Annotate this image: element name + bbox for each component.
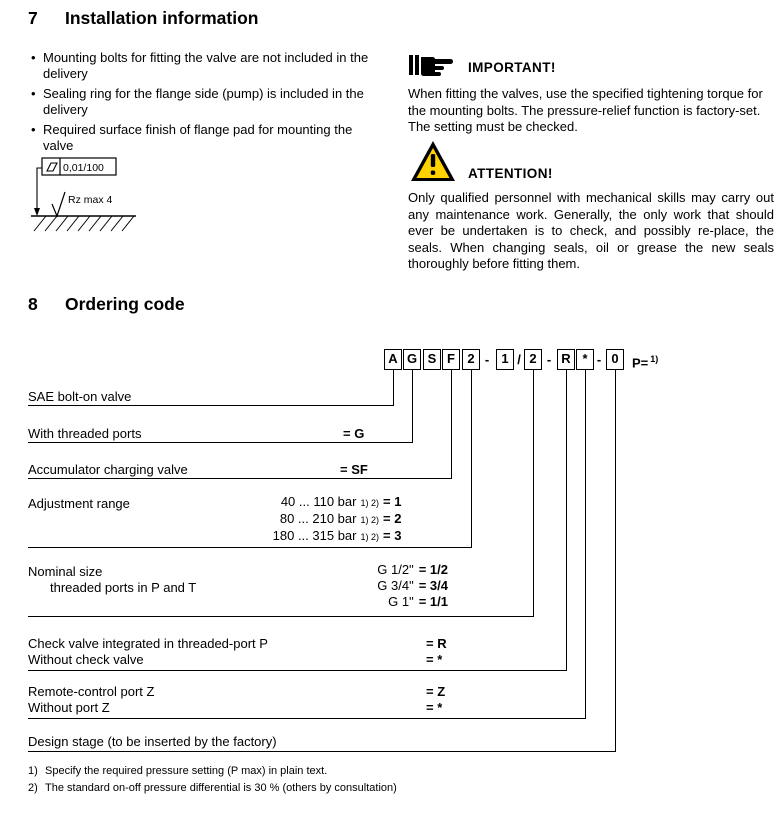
attention-body: Only qualified personnel with mechanical skills may carry out any maintenance work. Generally, the only work that should ever be undertaken is to check, and possibly re-place, the seals. When changing seals, oil or grease the new seals thoroughly before fitting them. <box>408 190 774 271</box>
code-box-port-z: * <box>576 349 594 370</box>
code-box-size-num: 1 <box>496 349 514 370</box>
row-sublabel: threaded ports in P and T <box>50 580 197 595</box>
code-separator: - <box>546 352 552 367</box>
option-code: = 1/2 <box>418 562 448 577</box>
option-value: G 1" <box>388 594 414 609</box>
row-label: Without check valve <box>28 652 144 667</box>
code-box-g: G <box>403 349 421 370</box>
roughness-symbol-icon <box>52 192 65 216</box>
adjustment-options <box>210 494 415 545</box>
ordering-row-sae <box>28 388 393 406</box>
option-footref: 1) 2) <box>360 515 379 525</box>
option-value: 80 ... 210 bar <box>279 511 357 526</box>
row-code: = SF <box>340 462 368 477</box>
row-code: = Z <box>426 684 446 699</box>
ordering-row-accumulator <box>28 461 451 479</box>
option-code: = 2 <box>383 511 402 526</box>
surface-hatch <box>34 216 134 231</box>
option-code: = 3 <box>383 528 402 543</box>
important-title: IMPORTANT! <box>468 60 556 75</box>
code-suffix-p: P= <box>632 355 649 371</box>
row-code: = G <box>343 426 365 441</box>
option-value: G 1/2" <box>377 562 414 577</box>
flange-finish-drawing <box>28 156 203 251</box>
section-8-heading <box>28 294 185 315</box>
section-7-number: 7 <box>28 8 38 28</box>
option-value: 40 ... 110 bar <box>280 494 357 509</box>
connector-line-design <box>615 370 616 752</box>
row-code: = * <box>426 652 443 667</box>
roughness-value: Rz max 4 <box>68 194 113 206</box>
code-box-a: A <box>384 349 402 370</box>
connector-line-check-valve <box>566 370 567 671</box>
ordering-row-check-valve <box>28 635 566 671</box>
connector-line-remote <box>585 370 586 719</box>
code-suffix <box>632 349 658 373</box>
leader-arrow-icon <box>34 208 40 216</box>
footnote-marker: 1) <box>28 765 38 777</box>
row-label: With threaded ports <box>28 426 142 441</box>
code-box-adjustment: 2 <box>462 349 480 370</box>
footnote-marker: 2) <box>28 782 38 794</box>
section-7-title: Installation information <box>65 8 259 28</box>
connector-line-sae <box>393 370 394 406</box>
bullet-item: • Mounting bolts for fitting the valve are not included in the delivery <box>30 50 380 82</box>
option-code: = 1/1 <box>418 594 448 609</box>
connector-line-accumulator <box>451 370 452 479</box>
option-value: G 3/4" <box>377 578 414 593</box>
row-label: Check valve integrated in threaded-port P <box>28 636 268 651</box>
code-box-s: S <box>423 349 441 370</box>
section-7-heading <box>28 8 258 29</box>
option-value: 180 ... 315 bar <box>272 528 357 543</box>
bullet-item: • Sealing ring for the flange side (pump) is included in the delivery <box>30 86 380 118</box>
warning-triangle-icon <box>410 140 456 182</box>
row-label: Nominal size <box>28 564 103 579</box>
row-label: Without port Z <box>28 700 110 715</box>
ordering-row-adjustment-range <box>28 494 471 548</box>
installation-bullets <box>30 50 380 158</box>
leader-line <box>37 168 42 208</box>
code-slash: / <box>517 352 521 367</box>
option-code: = 1 <box>383 494 402 509</box>
flatness-value: 0,01/100 <box>63 162 104 174</box>
code-box-size-den: 2 <box>524 349 542 370</box>
option-footref: 1) 2) <box>360 532 379 542</box>
connector-line-threaded <box>412 370 413 443</box>
code-separator: - <box>484 352 490 367</box>
code-box-f: F <box>442 349 460 370</box>
option-code: = 3/4 <box>418 578 448 593</box>
important-body: When fitting the valves, use the specified tightening torque for the mounting bolts. The pressure-relief function is factory-set. The setting must be checked. <box>408 86 763 134</box>
code-suffix-footref: 1) <box>650 354 659 364</box>
pointing-hand-icon <box>408 50 454 80</box>
option-footref: 1) 2) <box>360 498 379 508</box>
section-8-number: 8 <box>28 294 38 314</box>
nominal-options <box>298 562 448 610</box>
bullet-item: • Required surface finish of flange pad for mounting the valve <box>30 122 380 154</box>
section-8-title: Ordering code <box>65 294 185 314</box>
ordering-row-remote-port <box>28 683 585 719</box>
ordering-row-nominal-size <box>28 562 533 617</box>
row-label: SAE bolt-on valve <box>28 389 132 404</box>
ordering-row-threaded-ports <box>28 425 412 443</box>
connector-line-nominal <box>533 370 534 617</box>
code-separator: - <box>596 352 602 367</box>
row-label: Design stage (to be inserted by the factory) <box>28 734 277 749</box>
connector-line-adjustment <box>471 370 472 548</box>
row-label: Adjustment range <box>28 496 130 511</box>
row-label: Accumulator charging valve <box>28 462 188 477</box>
code-box-design-stage: 0 <box>606 349 624 370</box>
footnote-1 <box>28 764 327 778</box>
row-label: Remote-control port Z <box>28 684 155 699</box>
code-box-check-valve: R <box>557 349 575 370</box>
footnote-text: The standard on-off pressure differential is 30 % (others by consultation) <box>45 782 397 794</box>
row-code: = * <box>426 700 443 715</box>
attention-title: ATTENTION! <box>468 166 553 181</box>
footnote-2 <box>28 781 397 795</box>
row-code: = R <box>426 636 447 651</box>
ordering-row-design-stage <box>28 731 615 752</box>
footnote-text: Specify the required pressure setting (P max) in plain text. <box>45 765 328 777</box>
